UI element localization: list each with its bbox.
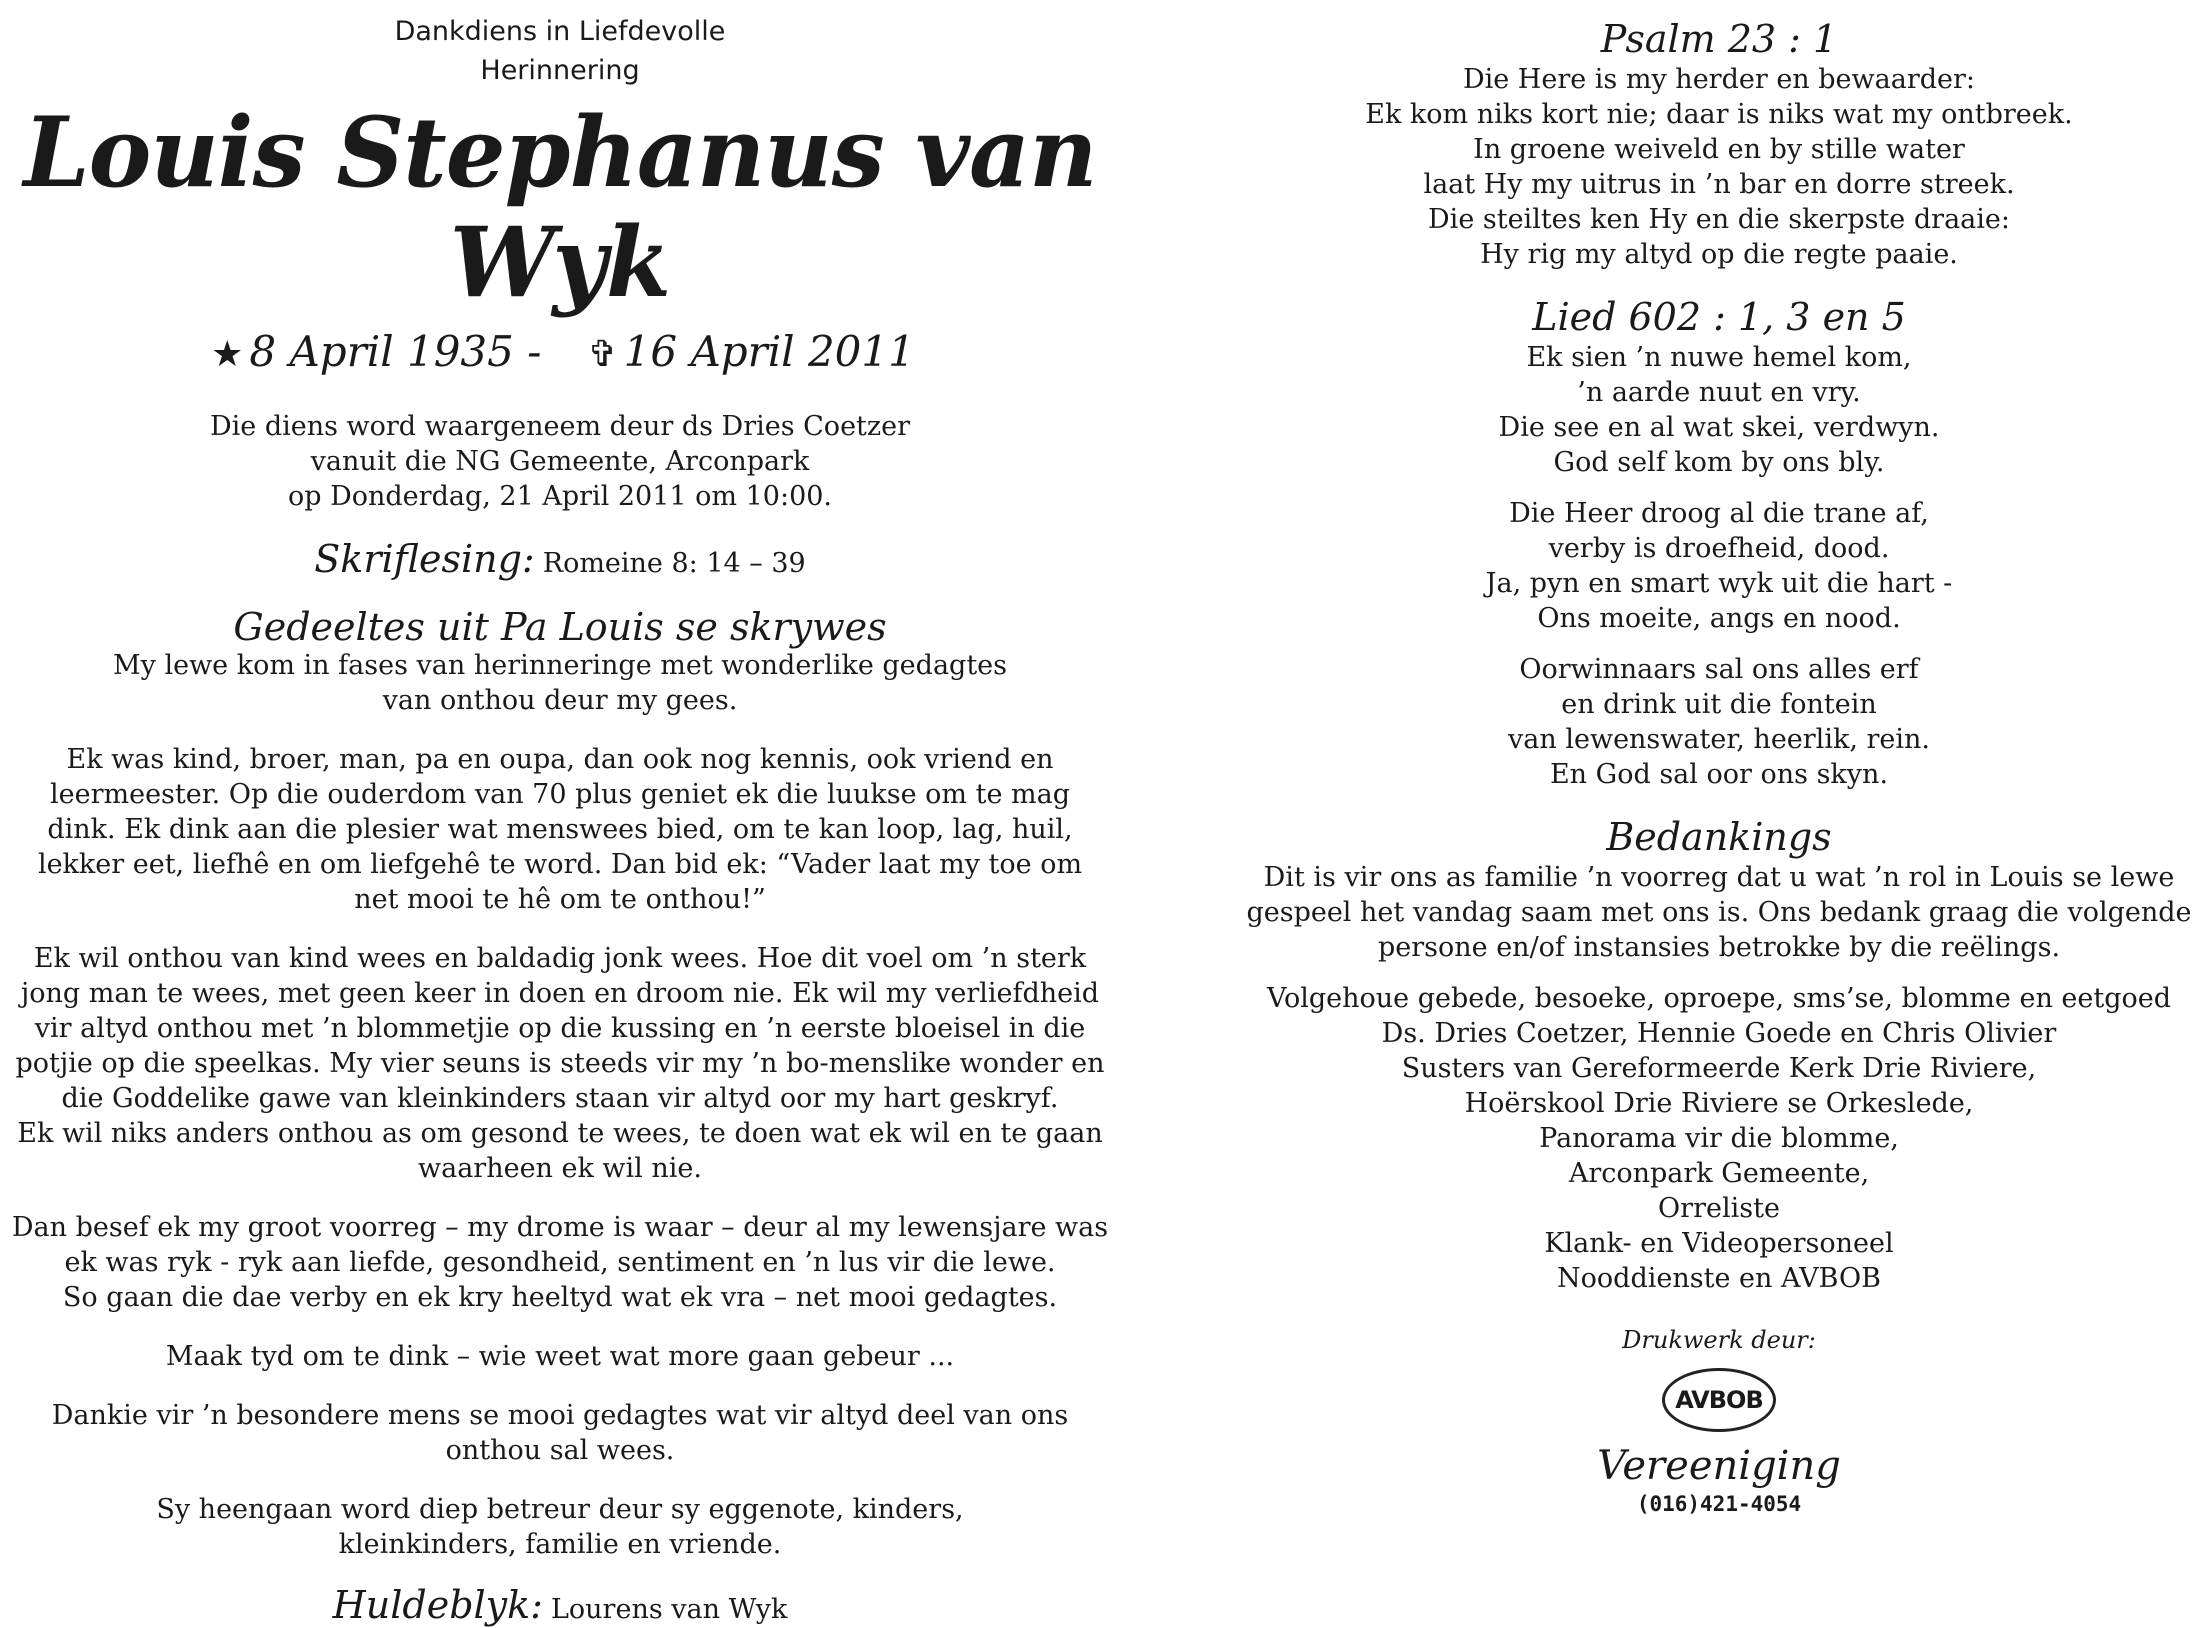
- text-line: ek was ryk - ryk aan liefde, gesondheid, sentiment en ’n lus vir die lewe.: [64, 1247, 1056, 1278]
- excerpt-paragraph: [0, 648, 1120, 718]
- scripture-reading: [0, 536, 1120, 582]
- text-line: Ek sien ’n nuwe hemel kom,: [1526, 342, 1912, 373]
- tribute-label: Huldeblyk:: [332, 1583, 543, 1627]
- text-line: Ek kom niks kort nie; daar is niks wat my ontbreek.: [1365, 99, 2073, 130]
- text-line: dink. Ek dink aan die plesier wat menswees bied, om te kan loop, lag, huil,: [47, 814, 1073, 845]
- text-line: verby is droefheid, dood.: [1548, 533, 1890, 564]
- text-line: Maak tyd om te dink – wie weet wat more gaan gebeur ...: [165, 1341, 955, 1372]
- text-line: van onthou deur my gees.: [382, 685, 738, 716]
- text-line: ’n aarde nuut en vry.: [1577, 377, 1861, 408]
- text-line: Oorwinnaars sal ons alles erf: [1519, 654, 1919, 685]
- avbob-logo: AVBOB: [1662, 1368, 1776, 1432]
- text-line: God self kom by ons bly.: [1553, 447, 1885, 478]
- text-line: Die Heer droog al die trane af,: [1509, 498, 1929, 529]
- thanks-title: Bedankings: [1606, 815, 1832, 859]
- excerpt-paragraph: [0, 742, 1120, 917]
- text-line: Die Here is my herder en bewaarder:: [1462, 64, 1976, 95]
- service-line: Die diens word waargeneem deur ds Dries Coetzer: [209, 411, 911, 442]
- excerpt-paragraph: [0, 941, 1120, 1186]
- text-line: Sy heengaan word diep betreur deur sy eggenote, kinders,: [156, 1494, 964, 1525]
- list-item: Nooddienste en AVBOB: [1557, 1263, 1881, 1294]
- list-item: Orreliste: [1658, 1193, 1780, 1224]
- reading-label: Skriflesing:: [314, 537, 535, 581]
- vereeniging-script: Vereeniging: [1597, 1443, 1841, 1489]
- deceased-name: Louis Stephanus van Wyk: [23, 96, 1097, 319]
- life-dates: [0, 324, 1120, 383]
- hymn-verse: [1230, 340, 2208, 480]
- service-line: vanuit die NG Gemeente, Arconpark: [310, 446, 810, 477]
- list-item: Arconpark Gemeente,: [1568, 1158, 1870, 1189]
- text-line: onthou sal wees.: [445, 1435, 675, 1466]
- star-icon: ★: [211, 334, 244, 375]
- text-line: kleinkinders, familie en vriende.: [338, 1529, 782, 1560]
- text-line: Hy rig my altyd op die regte paaie.: [1480, 239, 1958, 270]
- text-line: Ek wil niks anders onthou as om gesond te wees, te doen wat ek wil en te gaan: [17, 1118, 1103, 1149]
- list-item: Ds. Dries Coetzer, Hennie Goede en Chris Olivier: [1381, 1018, 2057, 1049]
- text-line: en drink uit die fontein: [1561, 689, 1877, 720]
- excerpt-paragraph: [0, 1339, 1120, 1374]
- cross-icon: ✞: [587, 334, 618, 375]
- thanks-list: [1230, 981, 2208, 1296]
- intro-line: Dankdiens in Liefdevolle: [394, 16, 726, 47]
- reading-value: Romeine 8: 14 – 39: [542, 548, 806, 579]
- service-details: [0, 409, 1120, 514]
- psalm-title: Psalm 23 : 1: [1600, 17, 1838, 61]
- intro-heading: [0, 0, 1120, 90]
- text-line: persone en/of instansies betrokke by die reëlings.: [1377, 932, 2061, 963]
- text-line: waarheen ek wil nie.: [417, 1153, 702, 1184]
- text-line: Dit is vir ons as familie ’n voorreg dat u wat ’n rol in Louis se lewe: [1263, 862, 2175, 893]
- hymn-verse: [1230, 496, 2208, 636]
- text-line: van lewenswater, heerlik, rein.: [1508, 724, 1930, 755]
- hymn-title: Lied 602 : 1, 3 en 5: [1532, 295, 1906, 339]
- text-line: vir altyd onthou met ’n blommetjie op die kussing en ’n eerste bloeisel in die: [34, 1013, 1086, 1044]
- text-line: Ek wil onthou van kind wees en baldadig jonk wees. Hoe dit voel om ’n sterk: [33, 943, 1087, 974]
- text-line: die Goddelike gawe van kleinkinders staan vir altyd oor my hart geskryf.: [61, 1083, 1059, 1114]
- text-line: In groene weiveld en by stille water: [1473, 134, 1965, 165]
- list-item: Volgehoue gebede, besoeke, oproepe, sms’se, blomme en eetgoed: [1266, 983, 2172, 1014]
- text-line: Ons moeite, angs en nood.: [1537, 603, 1901, 634]
- text-line: So gaan die dae verby en ek kry heeltyd wat ek vra – net mooi gedagtes.: [62, 1282, 1058, 1313]
- printer-block: [1230, 1326, 2208, 1516]
- text-line: Dan besef ek my groot voorreg – my drome is waar – deur al my lewensjare was: [11, 1212, 1109, 1243]
- text-line: En God sal oor ons skyn.: [1549, 759, 1889, 790]
- text-line: Die steiltes ken Hy en die skerpste draaie:: [1428, 204, 2010, 235]
- text-line: Ja, pyn en smart wyk uit die hart -: [1485, 568, 1953, 599]
- tribute-value: Lourens van Wyk: [550, 1594, 788, 1625]
- text-line: net mooi te hê om te onthou!”: [354, 884, 766, 915]
- excerpt-paragraph: [0, 1398, 1120, 1468]
- text-line: laat Hy my uitrus in ’n bar en dorre streek.: [1423, 169, 2015, 200]
- intro-line: Herinnering: [480, 55, 640, 86]
- printed-by-label: Drukwerk deur:: [1622, 1326, 1816, 1354]
- psalm-text: [1230, 62, 2208, 272]
- list-item: Panorama vir die blomme,: [1539, 1123, 1899, 1154]
- text-line: lekker eet, liefhê en om liefgehê te word. Dan bid ek: “Vader laat my toe om: [37, 849, 1083, 880]
- service-line: op Donderdag, 21 April 2011 om 10:00.: [287, 481, 833, 512]
- phone-number: (016)421-4054: [1636, 1492, 1802, 1516]
- hymn-verse: [1230, 652, 2208, 792]
- text-line: My lewe kom in fases van herinneringe met wonderlike gedagtes: [112, 650, 1008, 681]
- excerpts-title: Gedeeltes uit Pa Louis se skrywes: [233, 605, 887, 649]
- tribute: [0, 1582, 1120, 1628]
- excerpt-paragraph: [0, 1492, 1120, 1562]
- birth-date: 8 April 1935 -: [249, 327, 542, 376]
- list-item: Klank- en Videopersoneel: [1544, 1228, 1894, 1259]
- text-line: Dankie vir ’n besondere mens se mooi gedagtes wat vir altyd deel van ons: [51, 1400, 1069, 1431]
- text-line: leermeester. Op die ouderdom van 70 plus geniet ek die luukse om te mag: [49, 779, 1070, 810]
- text-line: jong man te wees, met geen keer in doen en droom nie. Ek wil my verliefdheid: [20, 978, 1100, 1009]
- text-line: gespeel het vandag saam met ons is. Ons bedank graag die volgende: [1246, 897, 2192, 928]
- list-item: Susters van Gereformeerde Kerk Drie Riviere,: [1401, 1053, 2037, 1084]
- excerpt-paragraph: [0, 1210, 1120, 1315]
- text-line: potjie op die speelkas. My vier seuns is steeds vir my ’n bo-menslike wonder en: [15, 1048, 1105, 1079]
- list-item: Hoërskool Drie Riviere se Orkeslede,: [1464, 1088, 1974, 1119]
- right-page: [1230, 0, 2208, 1516]
- text-line: Die see en al wat skei, verdwyn.: [1498, 412, 1940, 443]
- death-date: 16 April 2011: [623, 327, 915, 376]
- thanks-intro: [1230, 860, 2208, 965]
- text-line: Ek was kind, broer, man, pa en oupa, dan ook nog kennis, ook vriend en: [66, 744, 1054, 775]
